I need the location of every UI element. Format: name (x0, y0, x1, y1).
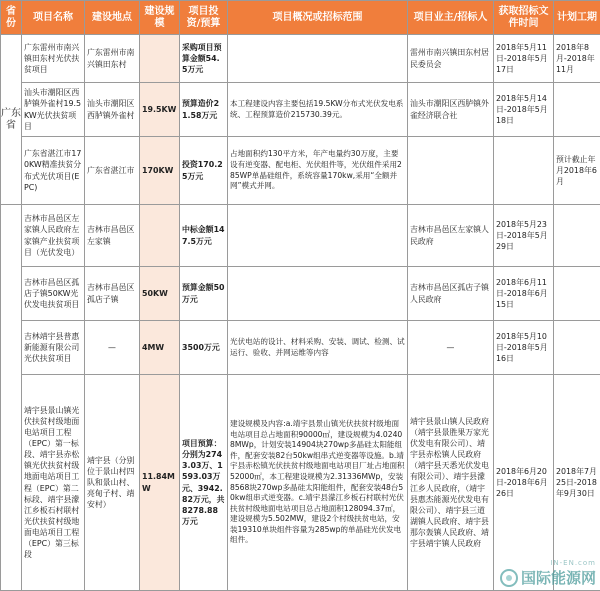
location-cell: 广东省湛江市 (85, 137, 140, 205)
header-investment: 项目投资/预算 (180, 1, 228, 35)
owner-cell: 雷州市南兴镇田东村居民委员会 (408, 35, 494, 83)
location-cell: — (85, 321, 140, 375)
province-cell-empty (1, 205, 22, 591)
doc-time-cell: 2018年5月10日-2018年5月16日 (494, 321, 554, 375)
overview-cell (228, 267, 408, 321)
project-name-cell: 吉林市昌邑区左家镇人民政府左家镇产业扶贫项目（光伏发电） (22, 205, 85, 267)
table-row (1, 267, 600, 321)
project-name-cell: 广东雷州市南兴镇田东村光伏扶贫项目 (22, 35, 85, 83)
header-scale: 建设规模 (140, 1, 180, 35)
investment-cell: 投资170.25万元 (180, 137, 228, 205)
investment-cell: 项目预算：分别为2743.03万、1593.03万元、3942.82万元，共8278.88万元 (180, 375, 228, 591)
investment-cell: 预算金额50万元 (180, 267, 228, 321)
project-name-cell: 吉林靖宇县普惠新能源有限公司光伏扶贫项目 (22, 321, 85, 375)
investment-cell: 采购项目预算金额54.5万元 (180, 35, 228, 83)
header-owner: 项目业主/招标人 (408, 1, 494, 35)
watermark-name: 国际能源网 (520, 569, 596, 587)
investment-cell: 预算造价21.58万元 (180, 83, 228, 137)
period-cell: 2018年8月-2018年11月 (554, 35, 600, 83)
header-province: 省份 (1, 1, 22, 35)
location-cell: 汕头市潮阳区西胪镇外雀村 (85, 83, 140, 137)
owner-cell (408, 137, 494, 205)
table-header (1, 1, 600, 35)
period-cell: 预计截止年月2018年6月 (554, 137, 600, 205)
project-name-cell: 靖宇县景山镇光伏扶贫村级地面电站项目工程（EPC）第一标段、靖宇县赤松镇光伏扶贫村级地面电站项目工程（EPC）第二标段、靖宇县濛江乡板石村联村光伏扶贫村级地面电站项目工程（EPC）第三标段 (22, 375, 85, 591)
scale-cell: 19.5KW (140, 83, 180, 137)
period-cell (554, 83, 600, 137)
owner-cell: — (408, 321, 494, 375)
watermark-site: IN-EN.com (550, 559, 596, 567)
header-project-name: 项目名称 (22, 1, 85, 35)
doc-time-cell: 2018年5月23日-2018年5月29日 (494, 205, 554, 267)
table-row (1, 137, 600, 205)
location-cell: 吉林市昌邑区左家镇 (85, 205, 140, 267)
overview-cell: 光伏电站的设计、材料采购、安装、调试、检测、试运行、验收、并网运维等内容 (228, 321, 408, 375)
doc-time-cell (494, 137, 554, 205)
scale-cell: 11.84MW (140, 375, 180, 591)
province-cell: 广东省 (1, 35, 22, 205)
header-doc-time: 获取招标文件时间 (494, 1, 554, 35)
overview-cell (228, 205, 408, 267)
scale-cell: 50KW (140, 267, 180, 321)
investment-cell: 中标金额147.5万元 (180, 205, 228, 267)
header-overview: 项目概况或招标范围 (228, 1, 408, 35)
overview-cell: 占地面积约130平方米，年产电量约30万度，主要设有逆变器、配电柜、光伏组件等，光伏组件采用285WP单晶硅组件，系统容量170kw,采用“全额并网”模式并网。 (228, 137, 408, 205)
header-location: 建设地点 (85, 1, 140, 35)
investment-cell: 3500万元 (180, 321, 228, 375)
owner-cell: 吉林市昌邑区左家镇人民政府 (408, 205, 494, 267)
doc-time-cell: 2018年5月11日-2018年5月17日 (494, 35, 554, 83)
location-cell: 吉林市昌邑区孤店子镇 (85, 267, 140, 321)
project-name-cell: 吉林市昌邑区孤店子镇50KW光伏发电扶贫项目 (22, 267, 85, 321)
table-row (1, 83, 600, 137)
table-row (1, 321, 600, 375)
period-cell: 2018年7月25日-2018年9月30日 (554, 375, 600, 591)
overview-cell (228, 35, 408, 83)
doc-time-cell: 2018年5月14日-2018年5月18日 (494, 83, 554, 137)
period-cell (554, 321, 600, 375)
owner-cell: 靖宇县景山镇人民政府（靖宇县景胜果万家光伏发电有限公司）、靖宇县赤松镇人民政府（靖宇县天悉光伏发电有限公司）、靖宇县濛江乡人民政府，（靖宇县惠杰能源光伏发电有限公司）、靖宇县三道湖镇人民政府、靖宇县那尔轰镇人民政府、靖宇县靖宇镇人民政府 (408, 375, 494, 591)
project-name-cell: 汕头市潮阳区西胪镇外雀村19.5KW光伏扶贫项目 (22, 83, 85, 137)
owner-cell: 汕头市潮阳区西胪镇外雀经济联合社 (408, 83, 494, 137)
scale-cell: 4MW (140, 321, 180, 375)
project-name-cell: 广东省湛江市170KW精准扶贫分布式光伏项目(EPC) (22, 137, 85, 205)
doc-time-cell: 2018年6月11日-2018年6月15日 (494, 267, 554, 321)
table-row (1, 35, 600, 83)
overview-cell: 本工程建设内容主要包括19.5KW分布式光伏发电系统、工程预算造价215730.39元。 (228, 83, 408, 137)
period-cell (554, 267, 600, 321)
location-cell: 靖宇县（分别位于景山村四队和景山村、亮甸子村、靖安村） (85, 375, 140, 591)
location-cell: 广东雷州市南兴镇田东村 (85, 35, 140, 83)
overview-cell: 建设规模及内容:a.靖宇县景山镇光伏扶贫村级地面电站项目总占地面积90000㎡，建设规模为4.02408MWp，计划安装14904块270wp多晶硅太阳能组件，配套安装82台50kw组串式逆变器等设施。b.靖宇县赤松镇光伏扶贫村级地面电站项目厂址占地面积52000㎡，本工程建设规模为2.31336MWp，安装8568块270wp多晶硅太阳能组件，配套安装48台50kw组串式逆变器。c.靖宇县濛江乡板石村联村光伏扶贫村级地面电站项目总占地面积128094.37㎡，建设规模为5.502MW，建设2个村级扶贫电站，安装19310单块组件容量为285wp的单晶硅光伏发电组件。 (228, 375, 408, 591)
table-row (1, 375, 600, 591)
table-row (1, 205, 600, 267)
period-cell (554, 205, 600, 267)
header-period: 计划工期 (554, 1, 600, 35)
doc-time-cell: 2018年6月20日-2018年6月26日 (494, 375, 554, 591)
scale-cell (140, 205, 180, 267)
scale-cell (140, 35, 180, 83)
owner-cell: 吉林市昌邑区孤店子镇人民政府 (408, 267, 494, 321)
scale-cell: 170KW (140, 137, 180, 205)
